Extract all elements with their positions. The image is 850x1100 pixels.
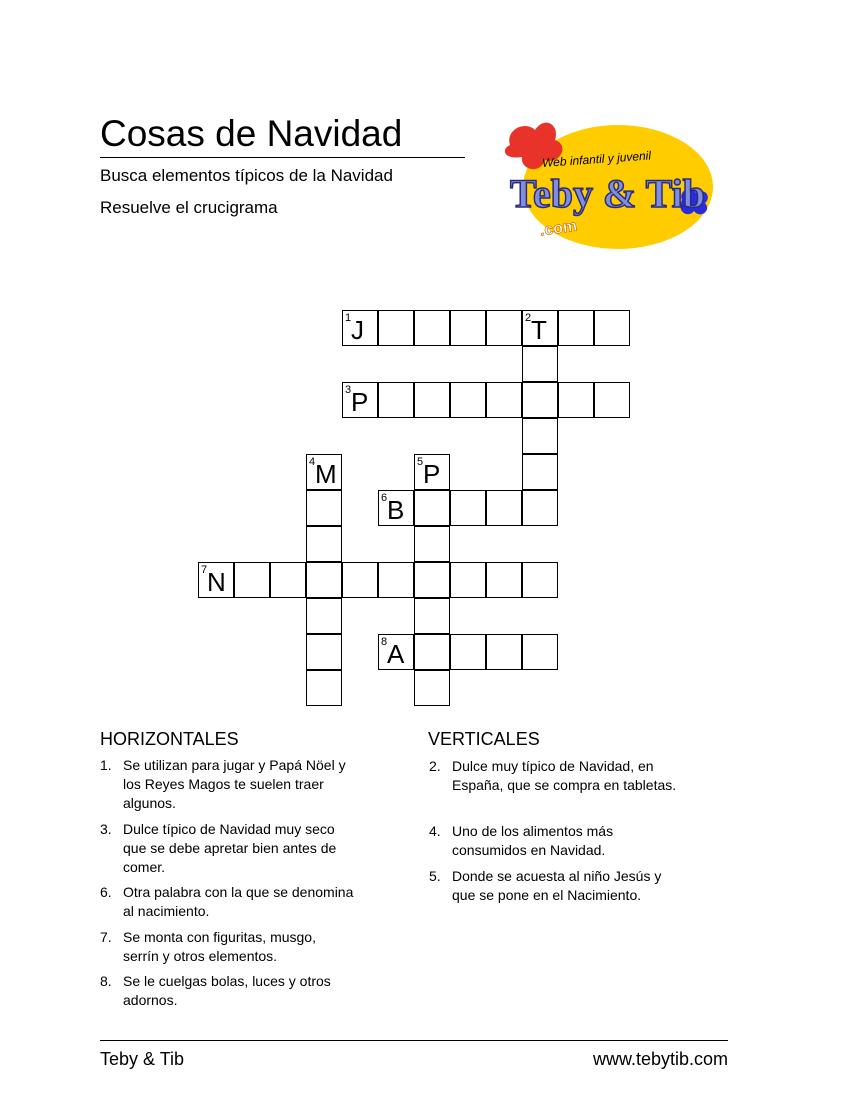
crossword-cell[interactable] [450,490,486,526]
clue-text-line: Donde se acuesta al niño Jesús y [452,868,662,884]
crossword-cell[interactable] [414,382,450,418]
crossword-cell[interactable] [414,598,450,634]
crossword-cell[interactable] [234,562,270,598]
crossword-cell[interactable] [450,310,486,346]
clue-text-line: serrín y otros elementos. [123,948,278,964]
crossword-cell[interactable] [450,382,486,418]
clue-item-number: 7. [100,929,112,945]
crossword-cell[interactable] [414,670,450,706]
hint-letter: B [387,495,405,525]
crossword-cell[interactable] [594,382,630,418]
clue-number: 3 [345,384,352,396]
clue-number: 4 [309,456,316,468]
logo-tagline: Web infantil y juvenil [541,148,652,171]
crossword-cell[interactable] [378,310,414,346]
crossword-cell[interactable] [558,382,594,418]
footer-brand: Teby & Tib [100,1049,185,1069]
crossword-cell[interactable] [522,454,558,490]
crossword-cell[interactable] [450,562,486,598]
crossword-cell[interactable] [486,310,522,346]
clue-text-line: que se debe apretar bien antes de [123,840,337,856]
crossword-cell[interactable] [378,490,414,526]
crossword-cell[interactable] [522,490,558,526]
hint-letter: J [351,315,364,345]
crossword-cell[interactable] [486,634,522,670]
crossword-cell[interactable] [306,526,342,562]
clue-number: 1 [345,312,352,324]
subtitle-instructions: Busca elementos típicos de la Navidad [100,166,393,185]
crossword-cell[interactable] [522,634,558,670]
clue-text-line: comer. [123,859,166,875]
clue-text-line: Dulce muy típico de Navidad, en [452,758,654,774]
crossword-cell[interactable] [342,310,378,346]
verticales-heading: VERTICALES [428,729,540,749]
clue-text-line: al nacimiento. [123,903,210,919]
hint-letter: P [351,387,369,417]
crossword-cell[interactable] [270,562,306,598]
crossword-cell[interactable] [414,490,450,526]
clue-text-line: Se le cuelgas bolas, luces y otros [123,973,331,989]
logo-brand: Teby & Tib [510,171,705,216]
hint-letter: A [387,639,405,669]
crossword-cell[interactable] [342,562,378,598]
crossword-cell[interactable] [486,490,522,526]
clue-item-number: 3. [100,821,112,837]
clue-item-number: 1. [100,757,112,773]
crossword-cell[interactable] [306,634,342,670]
clue-text-line: los Reyes Magos te suelen traer [123,776,324,792]
clue-text-line: consumidos en Navidad. [452,842,606,858]
clue-text-line: adornos. [123,992,178,1008]
crossword-cell[interactable] [414,310,450,346]
crossword-cell[interactable] [306,598,342,634]
crossword-cell[interactable] [558,310,594,346]
hint-letter: M [315,459,337,489]
footer-divider [100,1040,728,1041]
clue-text-line: Otra palabra con la que se denomina [123,884,354,900]
hint-letter: N [207,567,226,597]
crossword-cell[interactable] [522,562,558,598]
crossword-cell[interactable] [522,346,558,382]
clue-text-line: España, que se compra en tabletas. [452,777,677,793]
crossword-cell[interactable] [306,490,342,526]
crossword-cell[interactable] [594,310,630,346]
clue-text-line: Se monta con figuritas, musgo, [123,929,316,945]
crossword-cell[interactable] [306,454,342,490]
clue-text-line: Dulce típico de Navidad muy seco [123,821,335,837]
clue-number: 8 [381,636,388,648]
clue-number: 2 [525,312,532,324]
hint-letter: T [531,315,547,345]
clue-number: 5 [417,456,424,468]
clue-item-number: 5. [429,868,441,884]
crossword-cell[interactable] [378,562,414,598]
clue-text-line: Se utilizan para jugar y Papá Nöel y [123,757,346,773]
crossword-cell[interactable] [378,382,414,418]
crossword-cell[interactable] [414,634,450,670]
clue-item-number: 2. [429,758,441,774]
crossword-cell[interactable] [414,562,450,598]
crossword-cell[interactable] [378,634,414,670]
crossword-cell[interactable] [198,562,234,598]
crossword-cell[interactable] [306,562,342,598]
crossword-cell[interactable] [414,454,450,490]
crossword-cell[interactable] [306,670,342,706]
crossword-cell[interactable] [522,310,558,346]
clue-number: 7 [201,564,208,576]
crossword-cell[interactable] [522,382,558,418]
clue-item-number: 8. [100,973,112,989]
logo-domain: .com [538,217,579,240]
crossword-cell[interactable] [486,562,522,598]
crossword-cell[interactable] [486,382,522,418]
crossword-cell[interactable] [414,526,450,562]
crossword-cell[interactable] [450,634,486,670]
clue-number: 6 [381,492,388,504]
clue-text-line: algunos. [123,795,176,811]
crossword-cell[interactable] [522,418,558,454]
clue-item-number: 6. [100,884,112,900]
crossword-cell[interactable] [342,382,378,418]
clue-text-line: que se pone en el Nacimiento. [452,887,642,903]
subtitle-task: Resuelve el crucigrama [100,198,278,217]
footer-url: www.tebytib.com [592,1049,728,1069]
horizontales-heading: HORIZONTALES [100,729,239,749]
page-title: Cosas de Navidad [100,113,403,154]
clue-item-number: 4. [429,823,441,839]
hint-letter: P [423,459,441,489]
clue-text-line: Uno de los alimentos más [452,823,614,839]
